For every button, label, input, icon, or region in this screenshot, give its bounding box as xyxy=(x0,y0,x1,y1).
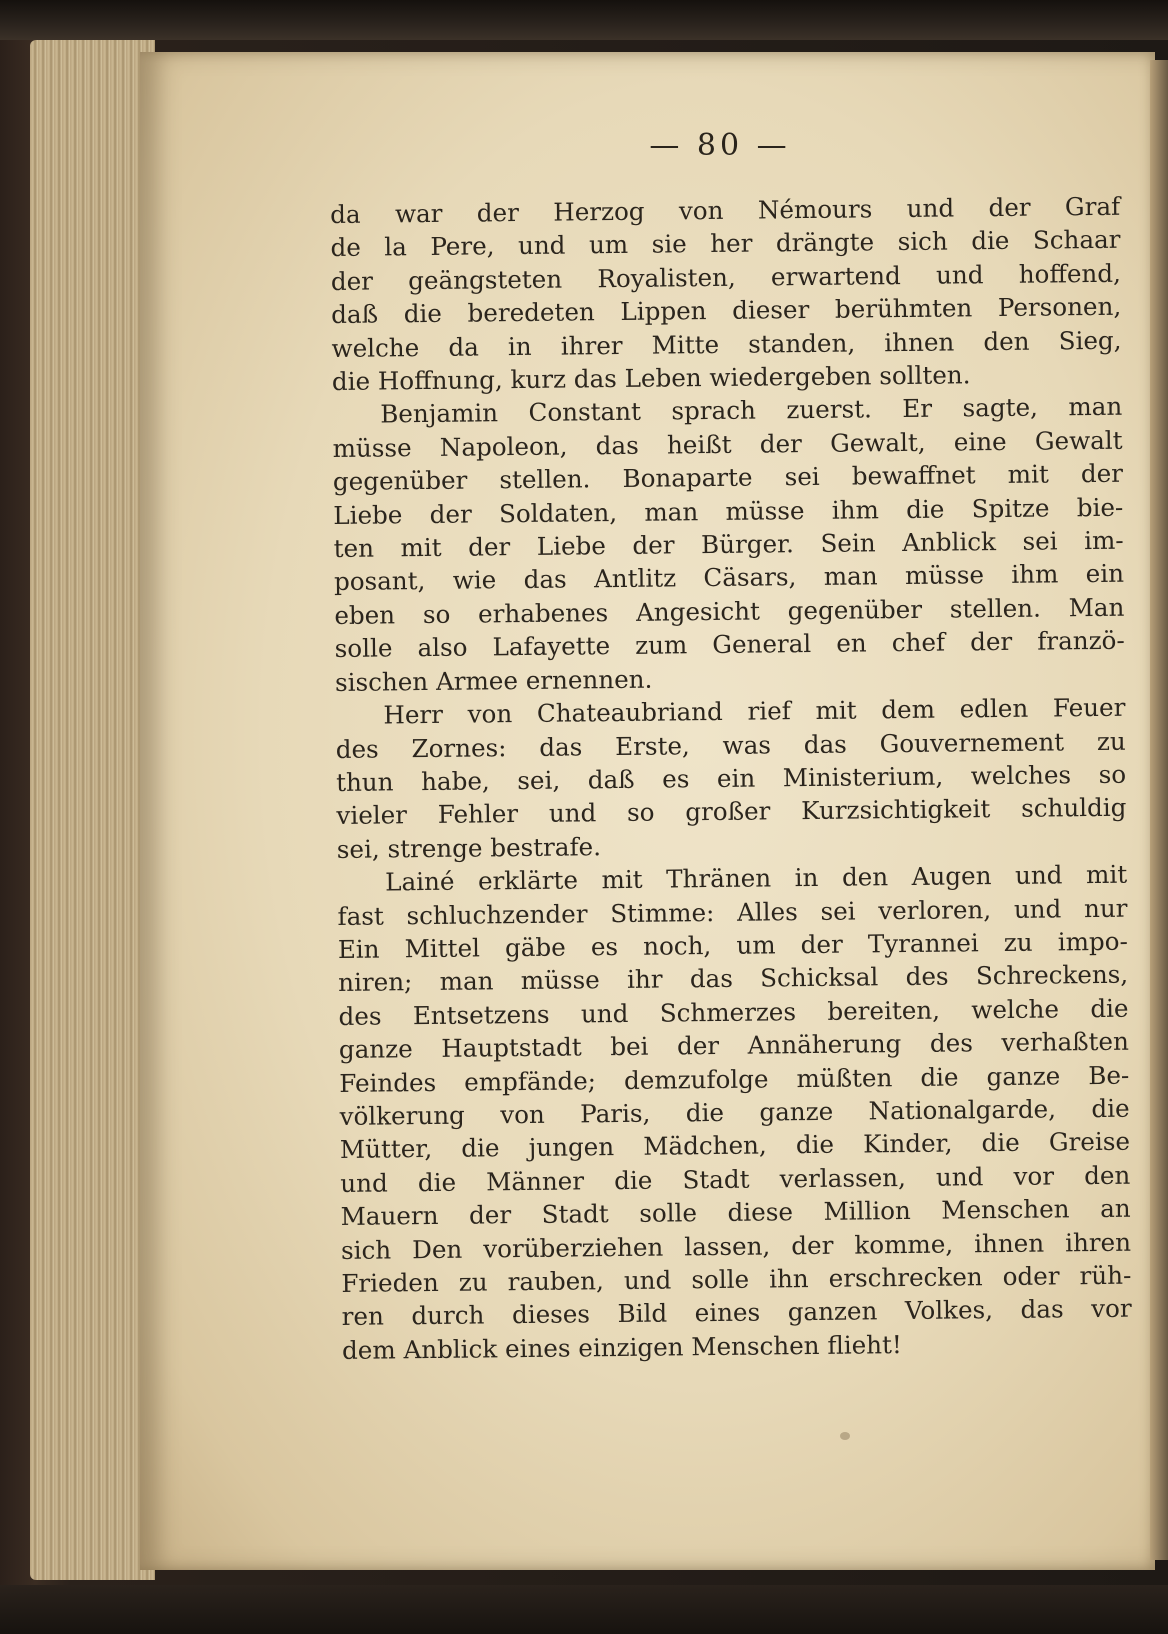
text-line: des Zornes: das Erste, was das Gouvernement zu xyxy=(335,726,1126,764)
text-line: Benjamin Constant sprach zuerst. Er sagte, man xyxy=(380,392,1123,429)
text-line: Herr von Chateaubriand rief mit dem edlen Feuer xyxy=(383,692,1126,730)
text-line: ganze Hauptstadt bei der Annäherung des verhaßten xyxy=(338,1026,1130,1065)
text-line: gegenüber stellen. Bonaparte sei bewaffnet mit der xyxy=(332,458,1124,497)
body-text xyxy=(330,190,1132,1367)
text-line: Mütter, die jungen Mädchen, die Kinder, die Greise xyxy=(339,1127,1131,1165)
text-line: des Entsetzens und Schmerzes bereiten, welche die xyxy=(338,993,1129,1031)
text-line: vieler Fehler und so großer Kurzsichtigkeit schuldig xyxy=(336,793,1127,831)
text-line: daß die beredeten Lippen dieser berühmten Personen, xyxy=(331,291,1122,330)
text-line: Ein Mittel gäbe es noch, um der Tyrannei zu impo- xyxy=(337,926,1128,964)
book-cover-top xyxy=(0,0,1168,40)
text-line: welche da in ihrer Mitte standen, ihnen den Sieg, xyxy=(331,325,1122,363)
text-line: sich Den vorüberziehen lassen, der komme, ihnen ihren xyxy=(340,1227,1132,1265)
text-line: sischen Armee ernennen. xyxy=(334,664,653,697)
text-line: und die Männer die Stadt verlassen, und vor den xyxy=(340,1160,1131,1198)
text-line: da war der Herzog von Némours und der Graf xyxy=(330,191,1121,229)
text-line: dem Anblick eines einzigen Menschen flieht! xyxy=(341,1329,902,1365)
text-line: völkerung von Paris, die ganze Nationalgarde, die xyxy=(339,1093,1130,1131)
text-line: die Hoffnung, kurz das Leben wiedergeben sollten. xyxy=(331,360,971,397)
text-line: ten mit der Liebe der Bürger. Sein Anblick sei im- xyxy=(333,525,1124,564)
text-line: thun habe, sei, daß es ein Ministerium, welches so xyxy=(335,759,1127,797)
book-cover-bottom xyxy=(0,1585,1168,1634)
next-page-edge xyxy=(1150,60,1168,1560)
text-line: der geängsteten Royalisten, erwartend und hoffend, xyxy=(330,258,1121,296)
text-line: Mauern der Stadt solle diese Million Menschen an xyxy=(340,1193,1131,1232)
text-line: niren; man müsse ihr das Schicksal des Schreckens, xyxy=(338,960,1129,998)
text-line: eben so erhabenes Angesicht gegenüber stellen. Man xyxy=(334,592,1125,630)
text-line: de la Pere, und um sie her drängte sich die Schaar xyxy=(330,225,1121,263)
text-line: Lainé erklärte mit Thränen in den Augen und mit xyxy=(385,859,1128,897)
page-number: — 80 — xyxy=(649,128,791,163)
text-line: sei, strenge bestrafe. xyxy=(336,831,602,864)
text-line: müsse Napoleon, das heißt der Gewalt, eine Gewalt xyxy=(332,425,1123,463)
foxing-spot xyxy=(840,1432,850,1440)
text-line: Liebe der Soldaten, man müsse ihm die Spitze bie- xyxy=(333,492,1124,530)
text-line: solle also Lafayette zum General en chef der franzö- xyxy=(334,625,1125,664)
page-edges xyxy=(30,40,155,1580)
text-line: Frieden zu rauben, und solle ihn erschrecken oder rüh- xyxy=(341,1260,1132,1298)
text-line: ren durch dieses Bild eines ganzen Volkes, das vor xyxy=(341,1294,1132,1332)
text-line: fast schluchzender Stimme: Alles sei verloren, und nur xyxy=(337,893,1128,931)
text-line: posant, wie das Antlitz Cäsars, man müsse ihm ein xyxy=(333,559,1125,597)
text-line: Feindes empfände; demzufolge müßten die ganze Be- xyxy=(339,1060,1130,1098)
